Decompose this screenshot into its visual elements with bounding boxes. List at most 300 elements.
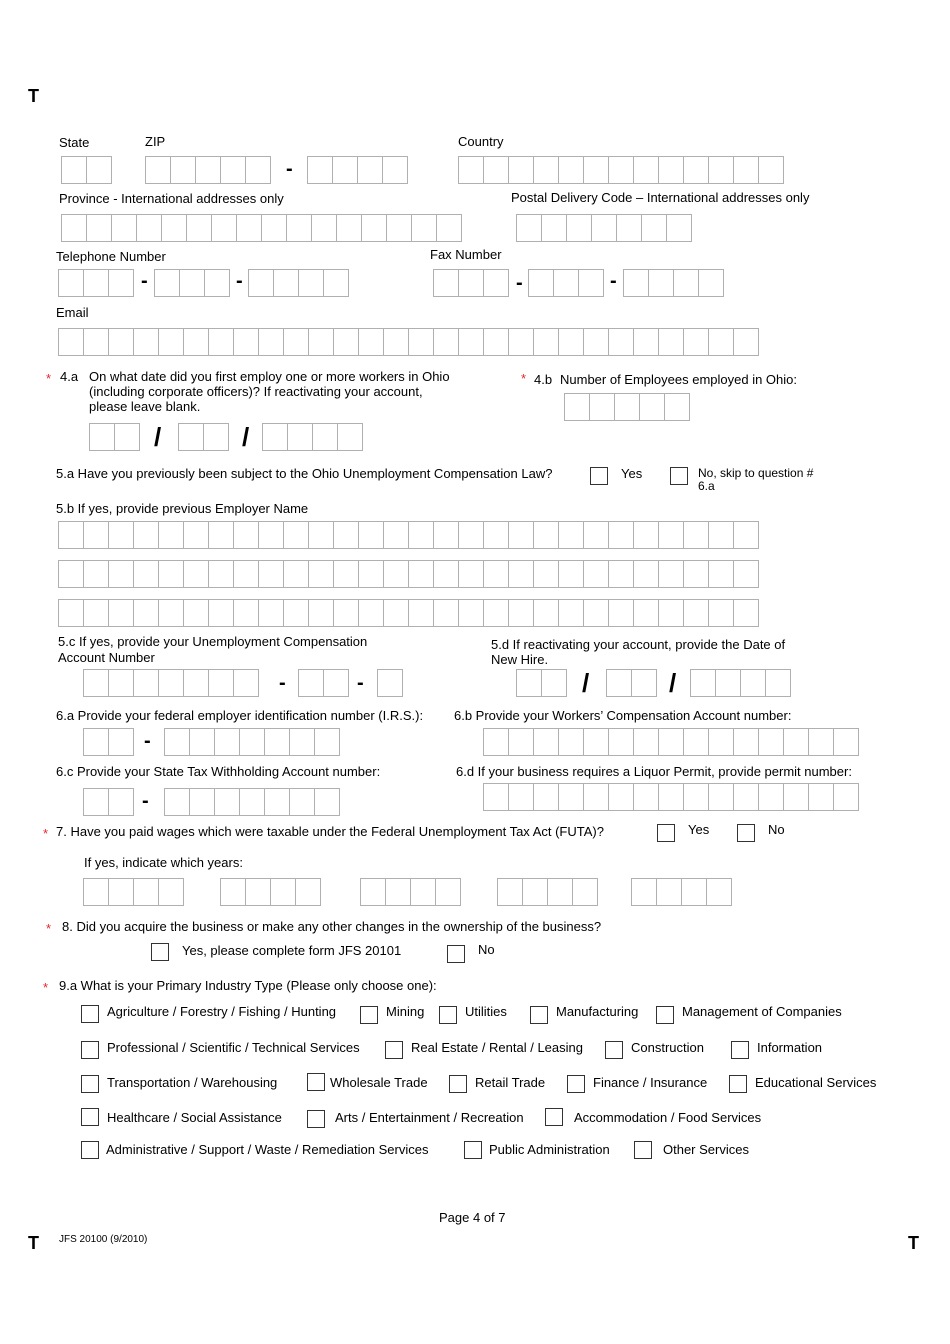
state-tax-part-2[interactable] [164, 788, 339, 816]
telephone-line[interactable] [248, 269, 348, 297]
char-box[interactable] [733, 728, 759, 756]
char-box[interactable] [158, 328, 184, 356]
state-field[interactable] [61, 156, 111, 184]
char-box[interactable] [608, 560, 634, 588]
char-box[interactable] [333, 328, 359, 356]
char-box[interactable] [83, 521, 109, 549]
char-box[interactable] [533, 521, 559, 549]
char-box[interactable] [133, 669, 159, 697]
char-box[interactable] [608, 783, 634, 811]
char-box[interactable] [178, 423, 204, 451]
char-box[interactable] [708, 521, 734, 549]
employer-name-line-2[interactable] [58, 560, 758, 588]
char-box[interactable] [58, 328, 84, 356]
char-box[interactable] [111, 214, 137, 242]
char-box[interactable] [61, 156, 87, 184]
q7-yes-checkbox[interactable] [657, 824, 675, 842]
char-box[interactable] [508, 521, 534, 549]
char-box[interactable] [733, 521, 759, 549]
char-box[interactable] [86, 214, 112, 242]
char-box[interactable] [783, 728, 809, 756]
char-box[interactable] [508, 156, 534, 184]
char-box[interactable] [708, 599, 734, 627]
char-box[interactable] [195, 156, 221, 184]
industry-checkbox-administrative[interactable] [81, 1141, 99, 1159]
char-box[interactable] [706, 878, 732, 906]
char-box[interactable] [436, 214, 462, 242]
char-box[interactable] [508, 328, 534, 356]
char-box[interactable] [497, 878, 523, 906]
char-box[interactable] [358, 599, 384, 627]
char-box[interactable] [541, 214, 567, 242]
char-box[interactable] [358, 560, 384, 588]
char-box[interactable] [558, 560, 584, 588]
char-box[interactable] [108, 599, 134, 627]
char-box[interactable] [385, 878, 411, 906]
char-box[interactable] [179, 269, 205, 297]
char-box[interactable] [245, 878, 271, 906]
char-box[interactable] [483, 560, 509, 588]
char-box[interactable] [633, 783, 659, 811]
char-box[interactable] [683, 156, 709, 184]
char-box[interactable] [323, 669, 349, 697]
char-box[interactable] [361, 214, 387, 242]
char-box[interactable] [631, 669, 657, 697]
char-box[interactable] [547, 878, 573, 906]
char-box[interactable] [516, 214, 542, 242]
employer-name-line-3[interactable] [58, 599, 758, 627]
char-box[interactable] [483, 783, 509, 811]
char-box[interactable] [312, 423, 338, 451]
new-hire-day[interactable] [606, 669, 656, 697]
char-box[interactable] [591, 214, 617, 242]
char-box[interactable] [183, 560, 209, 588]
char-box[interactable] [528, 269, 554, 297]
char-box[interactable] [170, 156, 196, 184]
state-tax-part-1[interactable] [83, 788, 133, 816]
industry-checkbox-professional[interactable] [81, 1041, 99, 1059]
char-box[interactable] [683, 728, 709, 756]
char-box[interactable] [639, 393, 665, 421]
char-box[interactable] [683, 328, 709, 356]
char-box[interactable] [733, 328, 759, 356]
industry-checkbox-public-administration[interactable] [464, 1141, 482, 1159]
char-box[interactable] [83, 599, 109, 627]
char-box[interactable] [308, 328, 334, 356]
futa-year-5[interactable] [631, 878, 731, 906]
char-box[interactable] [133, 521, 159, 549]
char-box[interactable] [740, 669, 766, 697]
first-employ-day[interactable] [178, 423, 228, 451]
char-box[interactable] [558, 521, 584, 549]
industry-checkbox-agriculture[interactable] [81, 1005, 99, 1023]
char-box[interactable] [214, 728, 240, 756]
country-field[interactable] [458, 156, 783, 184]
char-box[interactable] [264, 728, 290, 756]
char-box[interactable] [283, 328, 309, 356]
char-box[interactable] [633, 560, 659, 588]
industry-checkbox-accommodation[interactable] [545, 1108, 563, 1126]
char-box[interactable] [508, 599, 534, 627]
uc-account-part-1[interactable] [83, 669, 258, 697]
char-box[interactable] [583, 599, 609, 627]
char-box[interactable] [408, 521, 434, 549]
char-box[interactable] [765, 669, 791, 697]
industry-checkbox-information[interactable] [731, 1041, 749, 1059]
new-hire-year[interactable] [690, 669, 790, 697]
char-box[interactable] [239, 788, 265, 816]
char-box[interactable] [158, 599, 184, 627]
char-box[interactable] [161, 214, 187, 242]
char-box[interactable] [608, 728, 634, 756]
telephone-prefix[interactable] [154, 269, 229, 297]
q8-yes-checkbox[interactable] [151, 943, 169, 961]
char-box[interactable] [133, 328, 159, 356]
char-box[interactable] [108, 269, 134, 297]
char-box[interactable] [623, 269, 649, 297]
char-box[interactable] [410, 878, 436, 906]
char-box[interactable] [333, 599, 359, 627]
industry-checkbox-construction[interactable] [605, 1041, 623, 1059]
char-box[interactable] [233, 669, 259, 697]
char-box[interactable] [589, 393, 615, 421]
char-box[interactable] [298, 269, 324, 297]
futa-year-1[interactable] [83, 878, 183, 906]
char-box[interactable] [733, 599, 759, 627]
char-box[interactable] [208, 560, 234, 588]
char-box[interactable] [83, 788, 109, 816]
char-box[interactable] [608, 521, 634, 549]
char-box[interactable] [658, 599, 684, 627]
char-box[interactable] [239, 728, 265, 756]
char-box[interactable] [833, 728, 859, 756]
char-box[interactable] [383, 560, 409, 588]
char-box[interactable] [808, 728, 834, 756]
fein-part-2[interactable] [164, 728, 339, 756]
char-box[interactable] [433, 269, 459, 297]
char-box[interactable] [458, 328, 484, 356]
char-box[interactable] [658, 783, 684, 811]
char-box[interactable] [608, 599, 634, 627]
fax-line[interactable] [623, 269, 723, 297]
char-box[interactable] [433, 521, 459, 549]
char-box[interactable] [332, 156, 358, 184]
char-box[interactable] [608, 328, 634, 356]
char-box[interactable] [333, 521, 359, 549]
char-box[interactable] [158, 669, 184, 697]
char-box[interactable] [708, 156, 734, 184]
char-box[interactable] [158, 878, 184, 906]
char-box[interactable] [833, 783, 859, 811]
char-box[interactable] [698, 269, 724, 297]
futa-year-3[interactable] [360, 878, 460, 906]
char-box[interactable] [658, 560, 684, 588]
char-box[interactable] [433, 560, 459, 588]
char-box[interactable] [245, 156, 271, 184]
char-box[interactable] [758, 783, 784, 811]
char-box[interactable] [583, 328, 609, 356]
char-box[interactable] [108, 878, 134, 906]
char-box[interactable] [133, 599, 159, 627]
char-box[interactable] [58, 599, 84, 627]
char-box[interactable] [158, 560, 184, 588]
zip-field[interactable] [145, 156, 270, 184]
char-box[interactable] [86, 156, 112, 184]
char-box[interactable] [483, 728, 509, 756]
char-box[interactable] [533, 328, 559, 356]
char-box[interactable] [758, 156, 784, 184]
char-box[interactable] [83, 328, 109, 356]
char-box[interactable] [308, 599, 334, 627]
char-box[interactable] [633, 156, 659, 184]
char-box[interactable] [286, 214, 312, 242]
char-box[interactable] [323, 269, 349, 297]
char-box[interactable] [377, 669, 403, 697]
char-box[interactable] [208, 328, 234, 356]
char-box[interactable] [183, 521, 209, 549]
char-box[interactable] [458, 599, 484, 627]
char-box[interactable] [248, 269, 274, 297]
char-box[interactable] [211, 214, 237, 242]
char-box[interactable] [483, 328, 509, 356]
char-box[interactable] [283, 521, 309, 549]
char-box[interactable] [208, 521, 234, 549]
employer-name-line-1[interactable] [58, 521, 758, 549]
char-box[interactable] [673, 269, 699, 297]
char-box[interactable] [708, 728, 734, 756]
char-box[interactable] [483, 599, 509, 627]
fax-prefix[interactable] [528, 269, 603, 297]
char-box[interactable] [336, 214, 362, 242]
char-box[interactable] [483, 269, 509, 297]
char-box[interactable] [558, 783, 584, 811]
char-box[interactable] [261, 214, 287, 242]
char-box[interactable] [314, 728, 340, 756]
char-box[interactable] [658, 328, 684, 356]
workers-comp-account-field[interactable] [483, 728, 858, 756]
industry-checkbox-management[interactable] [656, 1006, 674, 1024]
char-box[interactable] [307, 156, 333, 184]
char-box[interactable] [408, 560, 434, 588]
char-box[interactable] [408, 328, 434, 356]
q8-no-checkbox[interactable] [447, 945, 465, 963]
char-box[interactable] [133, 878, 159, 906]
char-box[interactable] [183, 669, 209, 697]
char-box[interactable] [508, 783, 534, 811]
char-box[interactable] [508, 728, 534, 756]
char-box[interactable] [715, 669, 741, 697]
char-box[interactable] [358, 328, 384, 356]
char-box[interactable] [386, 214, 412, 242]
char-box[interactable] [533, 599, 559, 627]
char-box[interactable] [564, 393, 590, 421]
char-box[interactable] [333, 560, 359, 588]
char-box[interactable] [383, 599, 409, 627]
char-box[interactable] [337, 423, 363, 451]
first-employ-month[interactable] [89, 423, 139, 451]
telephone-area-code[interactable] [58, 269, 133, 297]
industry-checkbox-finance[interactable] [567, 1075, 585, 1093]
industry-checkbox-transportation[interactable] [81, 1075, 99, 1093]
char-box[interactable] [164, 788, 190, 816]
char-box[interactable] [287, 423, 313, 451]
char-box[interactable] [204, 269, 230, 297]
char-box[interactable] [164, 728, 190, 756]
char-box[interactable] [708, 328, 734, 356]
char-box[interactable] [641, 214, 667, 242]
char-box[interactable] [606, 669, 632, 697]
uc-account-part-2[interactable] [298, 669, 348, 697]
liquor-permit-field[interactable] [483, 783, 858, 811]
char-box[interactable] [664, 393, 690, 421]
char-box[interactable] [233, 521, 259, 549]
industry-checkbox-educational[interactable] [729, 1075, 747, 1093]
char-box[interactable] [382, 156, 408, 184]
char-box[interactable] [136, 214, 162, 242]
char-box[interactable] [533, 156, 559, 184]
char-box[interactable] [189, 728, 215, 756]
char-box[interactable] [558, 599, 584, 627]
char-box[interactable] [308, 560, 334, 588]
char-box[interactable] [258, 521, 284, 549]
industry-checkbox-retail[interactable] [449, 1075, 467, 1093]
char-box[interactable] [273, 269, 299, 297]
industry-checkbox-other-services[interactable] [634, 1141, 652, 1159]
char-box[interactable] [89, 423, 115, 451]
char-box[interactable] [483, 156, 509, 184]
industry-checkbox-healthcare[interactable] [81, 1108, 99, 1126]
char-box[interactable] [553, 269, 579, 297]
char-box[interactable] [186, 214, 212, 242]
char-box[interactable] [83, 878, 109, 906]
province-field[interactable] [61, 214, 461, 242]
char-box[interactable] [733, 783, 759, 811]
char-box[interactable] [83, 728, 109, 756]
char-box[interactable] [708, 783, 734, 811]
char-box[interactable] [522, 878, 548, 906]
char-box[interactable] [258, 560, 284, 588]
char-box[interactable] [220, 156, 246, 184]
char-box[interactable] [608, 156, 634, 184]
char-box[interactable] [683, 783, 709, 811]
char-box[interactable] [733, 560, 759, 588]
char-box[interactable] [683, 599, 709, 627]
industry-checkbox-mining[interactable] [360, 1006, 378, 1024]
char-box[interactable] [220, 878, 246, 906]
char-box[interactable] [308, 521, 334, 549]
char-box[interactable] [108, 728, 134, 756]
char-box[interactable] [108, 788, 134, 816]
industry-checkbox-real-estate[interactable] [385, 1041, 403, 1059]
char-box[interactable] [783, 783, 809, 811]
char-box[interactable] [616, 214, 642, 242]
char-box[interactable] [262, 423, 288, 451]
futa-year-4[interactable] [497, 878, 597, 906]
industry-checkbox-wholesale[interactable] [307, 1073, 325, 1091]
char-box[interactable] [61, 214, 87, 242]
char-box[interactable] [648, 269, 674, 297]
char-box[interactable] [298, 669, 324, 697]
char-box[interactable] [633, 521, 659, 549]
char-box[interactable] [314, 788, 340, 816]
char-box[interactable] [433, 328, 459, 356]
char-box[interactable] [283, 560, 309, 588]
char-box[interactable] [83, 669, 109, 697]
char-box[interactable] [133, 560, 159, 588]
char-box[interactable] [154, 269, 180, 297]
char-box[interactable] [583, 521, 609, 549]
char-box[interactable] [516, 669, 542, 697]
char-box[interactable] [683, 521, 709, 549]
char-box[interactable] [258, 328, 284, 356]
futa-year-2[interactable] [220, 878, 320, 906]
char-box[interactable] [541, 669, 567, 697]
char-box[interactable] [533, 783, 559, 811]
new-hire-month[interactable] [516, 669, 566, 697]
q5a-yes-checkbox[interactable] [590, 467, 608, 485]
char-box[interactable] [733, 156, 759, 184]
char-box[interactable] [533, 728, 559, 756]
char-box[interactable] [114, 423, 140, 451]
char-box[interactable] [583, 728, 609, 756]
char-box[interactable] [658, 728, 684, 756]
char-box[interactable] [633, 599, 659, 627]
char-box[interactable] [145, 156, 171, 184]
industry-checkbox-utilities[interactable] [439, 1006, 457, 1024]
char-box[interactable] [558, 328, 584, 356]
char-box[interactable] [233, 560, 259, 588]
char-box[interactable] [295, 878, 321, 906]
char-box[interactable] [683, 560, 709, 588]
char-box[interactable] [233, 599, 259, 627]
char-box[interactable] [358, 521, 384, 549]
char-box[interactable] [483, 521, 509, 549]
q5a-no-checkbox[interactable] [670, 467, 688, 485]
char-box[interactable] [690, 669, 716, 697]
char-box[interactable] [458, 521, 484, 549]
char-box[interactable] [572, 878, 598, 906]
zip-plus4-field[interactable] [307, 156, 407, 184]
char-box[interactable] [183, 599, 209, 627]
char-box[interactable] [558, 728, 584, 756]
char-box[interactable] [435, 878, 461, 906]
char-box[interactable] [58, 269, 84, 297]
char-box[interactable] [311, 214, 337, 242]
char-box[interactable] [360, 878, 386, 906]
char-box[interactable] [758, 728, 784, 756]
char-box[interactable] [357, 156, 383, 184]
char-box[interactable] [808, 783, 834, 811]
char-box[interactable] [614, 393, 640, 421]
char-box[interactable] [236, 214, 262, 242]
char-box[interactable] [258, 599, 284, 627]
char-box[interactable] [458, 269, 484, 297]
char-box[interactable] [633, 728, 659, 756]
char-box[interactable] [558, 156, 584, 184]
char-box[interactable] [508, 560, 534, 588]
char-box[interactable] [289, 788, 315, 816]
char-box[interactable] [656, 878, 682, 906]
char-box[interactable] [208, 599, 234, 627]
char-box[interactable] [289, 728, 315, 756]
char-box[interactable] [658, 521, 684, 549]
char-box[interactable] [383, 328, 409, 356]
char-box[interactable] [264, 788, 290, 816]
postal-code-field[interactable] [516, 214, 691, 242]
char-box[interactable] [283, 599, 309, 627]
char-box[interactable] [458, 156, 484, 184]
char-box[interactable] [583, 560, 609, 588]
